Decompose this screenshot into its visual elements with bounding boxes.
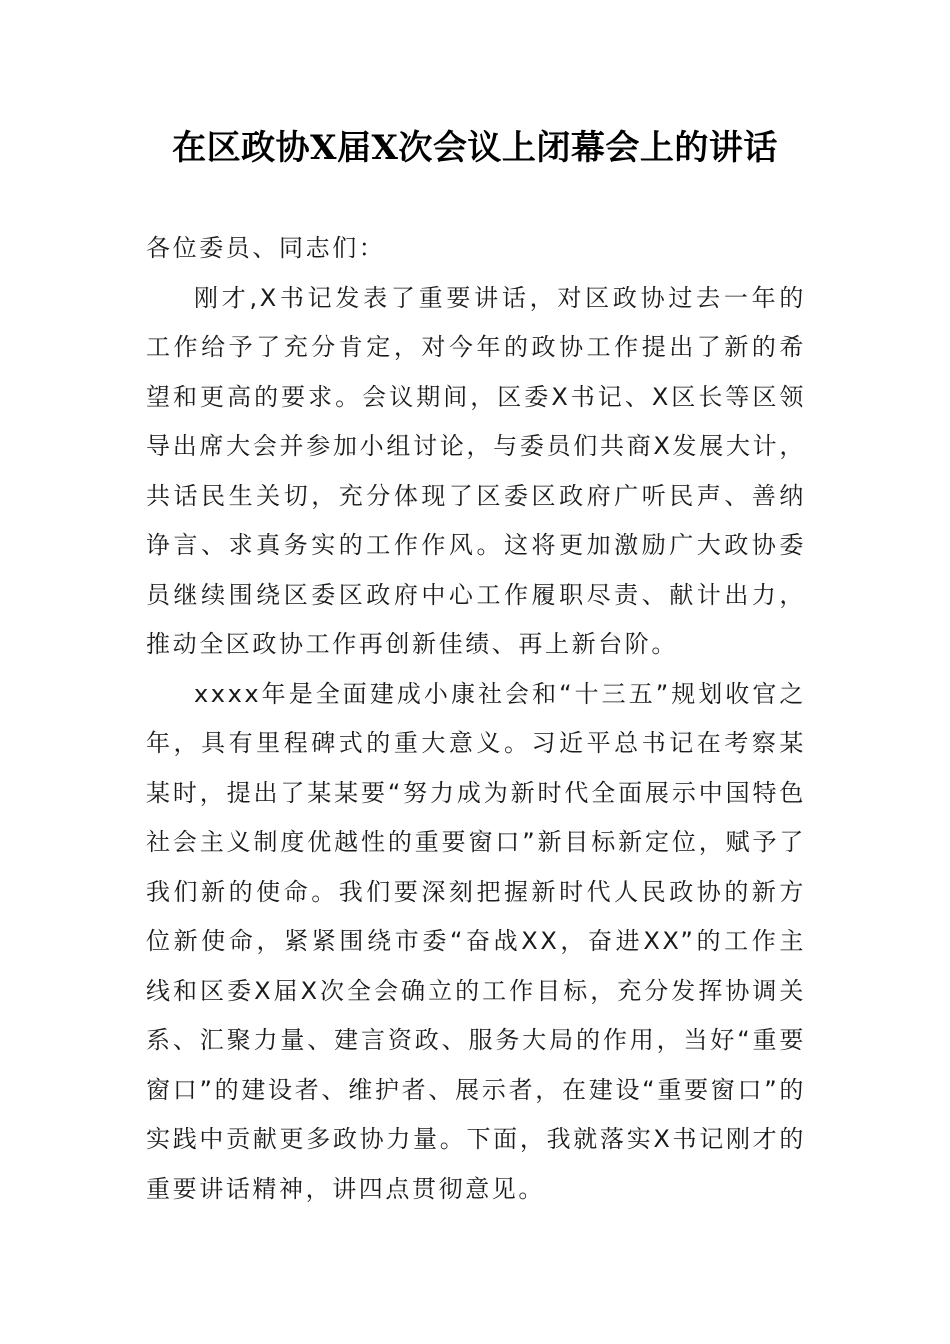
document-body [146,224,806,1214]
body-paragraph: 刚才,X书记发表了重要讲话，对区政协过去一年的工作给予了充分肯定，对今年的政协工作提出了新的希望和更高的要求。会议期间，区委X书记、X区长等区领导出席大会并参加小组讨论，与委员们共商X发展大计，共话民生关切，充分体现了区委区政府广听民声、善纳诤言、求真务实的工作作风。这将更加激励广大政协委员继续围绕区委区政府中心工作履职尽责、献计出力，推动全区政协工作再创新佳绩、再上新台阶。 [146,283,806,658]
salutation: 各位委员、同志们： [146,234,386,262]
body-paragraph: xxxx年是全面建成小康社会和“十三五”规划收官之年，具有里程碑式的重大意义。习近平总书记在考察某某时，提出了某某要“努力成为新时代全面展示中国特色社会主义制度优越性的重要窗口”新目标新定位，赋予了我们新的使命。我们要深刻把握新时代人民政协的新方位新使命，紧紧围绕市委“奋战XX，奋进XX”的工作主线和区委X届X次全会确立的工作目标，充分发挥协调关系、汇聚力量、建言资政、服务大局的作用，当好“重要窗口”的建设者、维护者、展示者，在建设“重要窗口”的实践中贡献更多政协力量。下面，我就落实X书记刚才的重要讲话精神，讲四点贯彻意见。 [146,679,806,1203]
document-title: 在区政协X届X次会议上闭幕会上的讲话 [172,128,778,168]
